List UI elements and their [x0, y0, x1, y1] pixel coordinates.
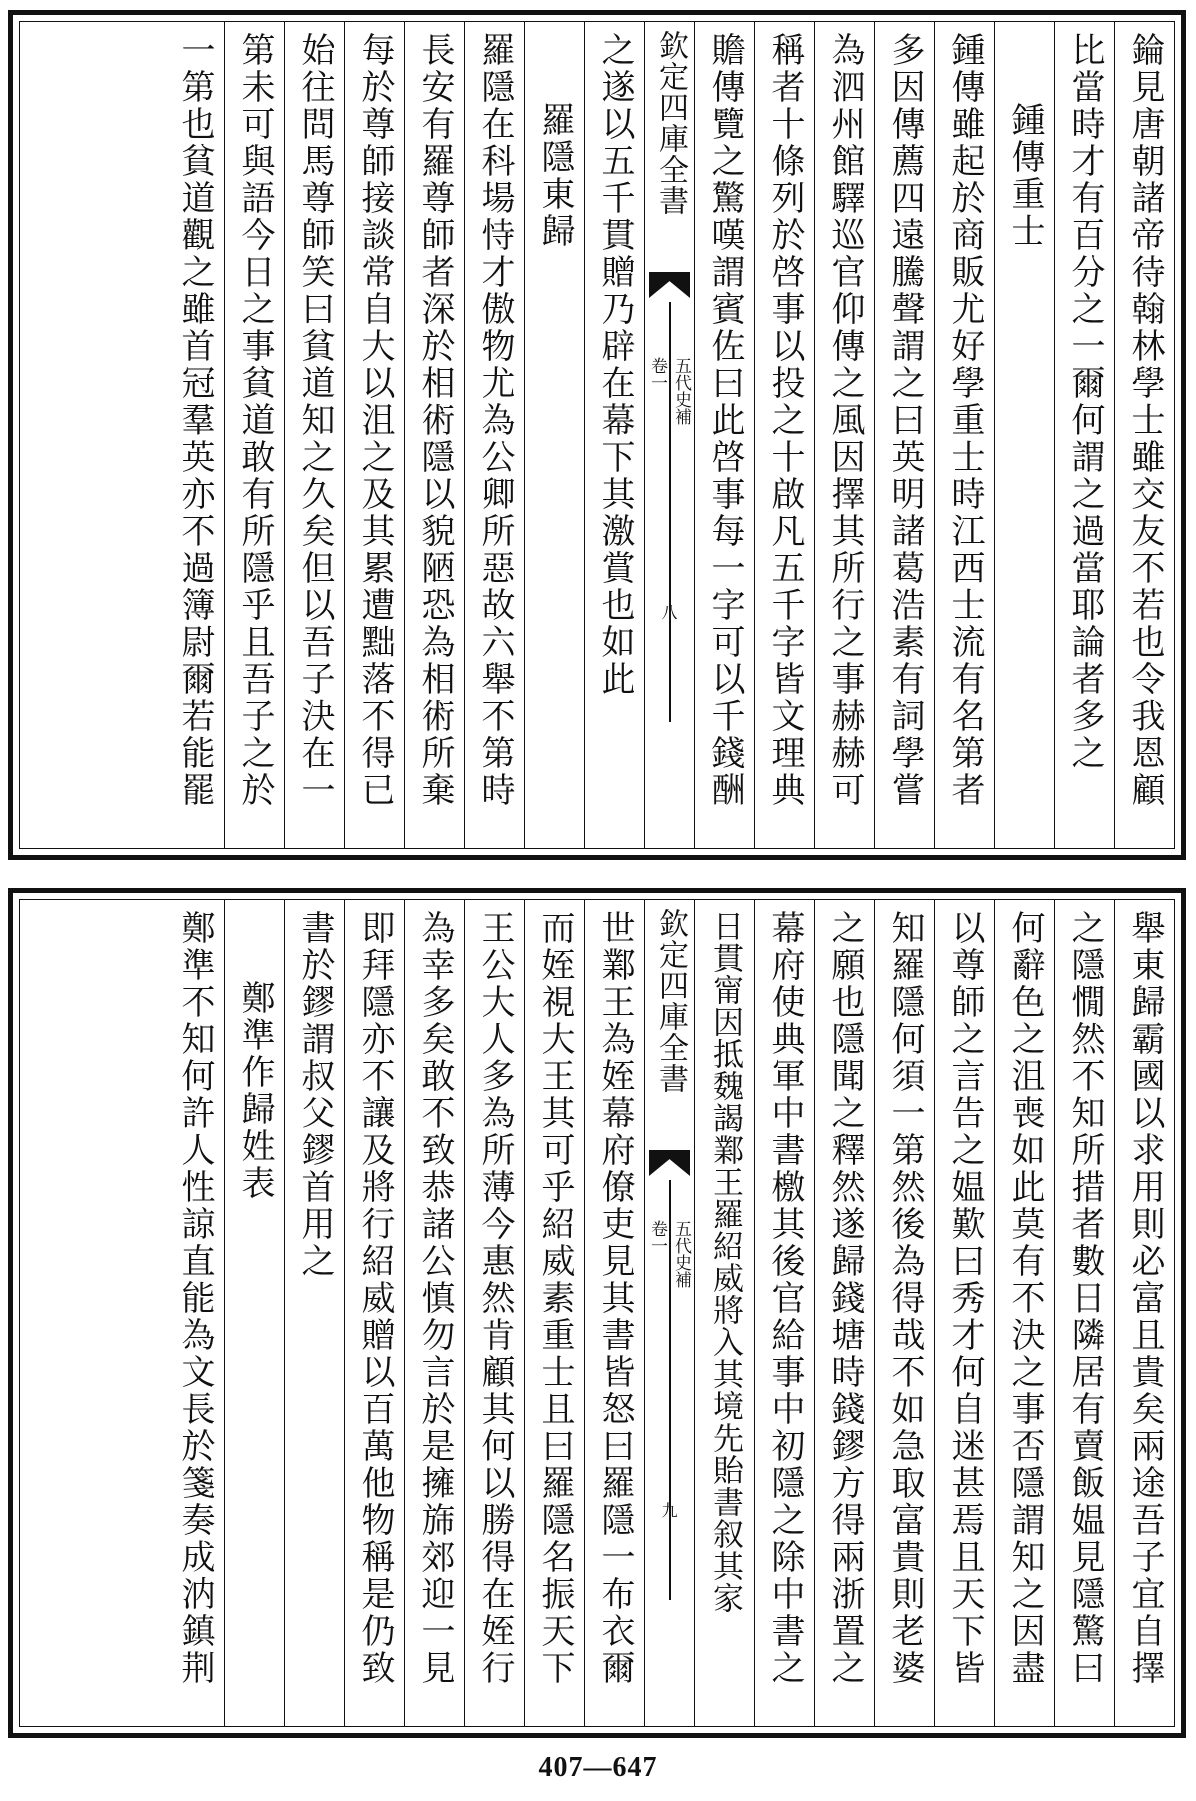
column-text: 為泗州館驛巡官仰傳之風因擇其所行之事赫赫可 [825, 32, 865, 809]
column-text: 之遂以五千貫贈乃辟在幕下其激賞也如此 [595, 32, 635, 698]
collection-title: 欽定四庫全書 [653, 908, 688, 1094]
column-text: 始往問馬尊師笑曰貧道知之久矣但以吾子決在一 [295, 32, 335, 809]
text-column [934, 900, 994, 1726]
text-column [694, 22, 754, 848]
text-column [524, 900, 584, 1726]
text-column [464, 900, 524, 1726]
top-page-frame [19, 21, 1175, 849]
leaf-number: 九 [661, 1501, 678, 1520]
text-column [284, 900, 344, 1726]
column-text: 為幸多矣敢不致恭諸公慎勿言於是擁旆郊迎一見 [415, 910, 455, 1687]
column-text: 王公大人多為所薄今惠然肯顧其何以勝得在姪行 [475, 910, 515, 1687]
column-text: 比當時才有百分之一爾何謂之過當耶論者多之 [1065, 32, 1105, 772]
book-title: 五代史補 [671, 357, 691, 425]
column-text: 而姪視大王其可乎紹威素重士且曰羅隱名振天下 [535, 910, 575, 1687]
column-text: 第未可與語今日之事貧道敢有所隱乎且吾子之於 [235, 32, 275, 809]
column-text: 錀見唐朝諸帝待翰林學士雖交友不若也令我恩顧 [1125, 32, 1165, 809]
text-column [1114, 22, 1174, 848]
section-heading: 鄭準作歸姓表 [235, 980, 275, 1202]
text-column [994, 900, 1054, 1726]
section-heading: 鍾傳重士 [1005, 102, 1045, 250]
bottom-page-frame [19, 899, 1175, 1727]
section-heading-column [524, 22, 584, 848]
page-number: 407—647 [538, 1752, 658, 1783]
bottom-columns [20, 900, 1174, 1726]
column-text: 何辭色之沮喪如此莫有不決之事否隱謂知之因盡 [1005, 910, 1045, 1687]
text-column [694, 900, 754, 1726]
volume-label: 卷一 [647, 357, 667, 391]
text-column [344, 900, 404, 1726]
text-column [874, 900, 934, 1726]
fold-column [644, 900, 694, 1726]
text-column [164, 900, 224, 1726]
column-text: 即拜隱亦不讓及將行紹威贈以百萬他物稱是仍致 [355, 910, 395, 1687]
column-text: 知羅隱何須一第然後為得哉不如急取富貴則老婆 [885, 910, 925, 1687]
collection-title: 欽定四庫全書 [653, 30, 688, 216]
text-column [344, 22, 404, 848]
volume-label: 卷一 [647, 1220, 667, 1254]
column-text: 一第也貧道觀之雖首冠羣英亦不過簿尉爾若能罷 [175, 32, 215, 809]
text-column [754, 22, 814, 848]
column-text: 鍾傳雖起於商販尤好學重士時江西士流有名第者 [945, 32, 985, 809]
column-text: 日貫甯因抵魏謁鄴王羅紹威將入其境先貽書叙其家 [707, 910, 743, 1614]
text-column [814, 22, 874, 848]
fold-column [644, 22, 694, 848]
top-page [8, 10, 1186, 860]
fishtail-mark-icon [649, 272, 690, 298]
column-text: 之願也隱聞之釋然遂歸錢塘時錢鏐方得兩浙置之 [825, 910, 865, 1687]
text-column [754, 900, 814, 1726]
leaf-number: 八 [661, 603, 678, 622]
text-column [224, 22, 284, 848]
book-title: 五代史補 [671, 1220, 691, 1288]
section-heading: 羅隱東歸 [535, 102, 575, 250]
text-column [164, 22, 224, 848]
text-column [1054, 22, 1114, 848]
text-column [934, 22, 994, 848]
text-column [404, 22, 464, 848]
text-column [284, 22, 344, 848]
text-column [404, 900, 464, 1726]
text-column [1114, 900, 1174, 1726]
column-text: 鄭準不知何許人性諒直能為文長於箋奏成汭鎮荆 [175, 910, 215, 1687]
column-text: 世鄴王為姪幕府僚吏見其書皆怒曰羅隱一布衣爾 [595, 910, 635, 1687]
text-column [1054, 900, 1114, 1726]
section-heading-column [994, 22, 1054, 848]
column-text: 舉東歸霸國以求用則必富且貴矣兩途吾子宜自擇 [1125, 910, 1165, 1687]
fishtail-mark-icon [649, 1150, 690, 1176]
column-text: 多因傳薦四遠騰聲謂之曰英明諸葛浩素有詞學嘗 [885, 32, 925, 809]
text-column [814, 900, 874, 1726]
section-heading-column [224, 900, 284, 1726]
column-text: 之隱憪然不知所措者數日隣居有賣飯媪見隱驚曰 [1065, 910, 1105, 1687]
column-text: 每於尊師接談常自大以沮之及其累遭黜落不得已 [355, 32, 395, 809]
column-text: 長安有羅尊師者深於相術隱以貌陋恐為相術所棄 [415, 32, 455, 809]
top-columns [20, 22, 1174, 848]
text-column [874, 22, 934, 848]
column-text: 贍傳覽之驚嘆謂賓佐曰此啓事每一字可以千錢酬 [705, 32, 745, 809]
text-column [584, 900, 644, 1726]
column-text: 羅隱在科場恃才傲物尤為公卿所惡故六舉不第時 [475, 32, 515, 809]
column-text: 稱者十條列於啓事以投之十啟凡五千字皆文理典 [765, 32, 805, 809]
bottom-page [8, 888, 1186, 1738]
column-text: 書於鏐謂叔父鏐首用之 [295, 910, 335, 1280]
column-text: 以尊師之言告之媪歎曰秀才何自迷甚焉且天下皆 [945, 910, 985, 1687]
text-column [464, 22, 524, 848]
text-column [584, 22, 644, 848]
column-text: 幕府使典軍中書檄其後官給事中初隱之除中書之 [765, 910, 805, 1687]
